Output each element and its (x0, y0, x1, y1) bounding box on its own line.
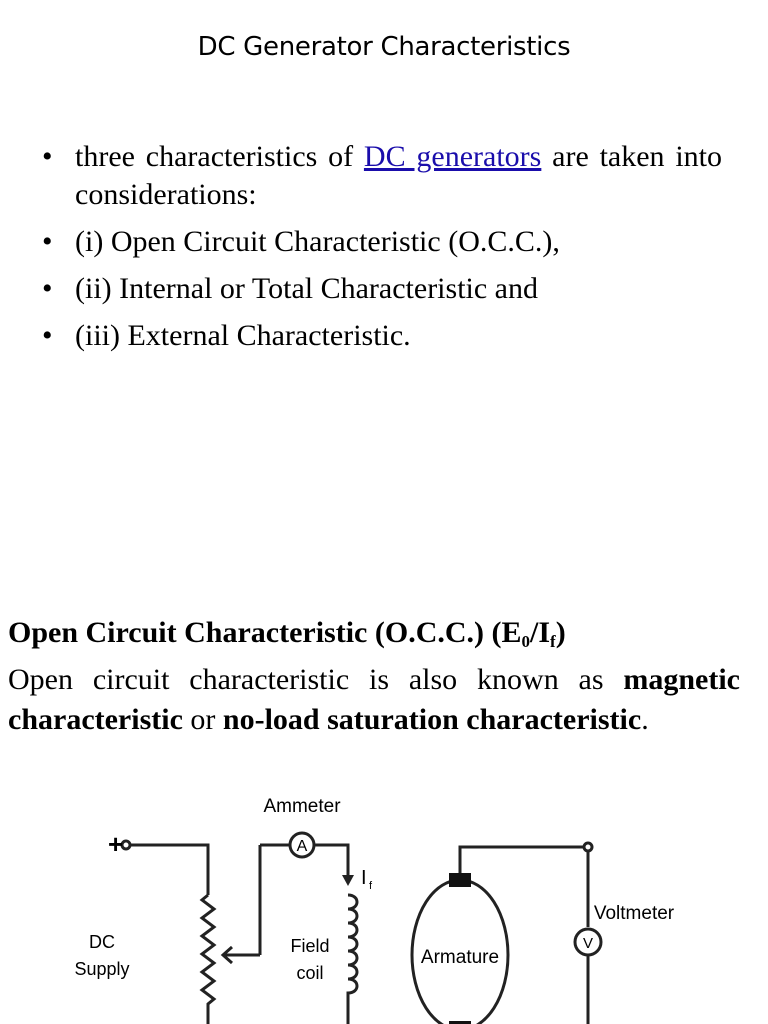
current-arrow-icon (342, 875, 354, 886)
dc-generators-link[interactable]: DC generators (363, 140, 542, 173)
circuit-diagram (60, 785, 700, 1024)
bullet-item (42, 138, 722, 214)
ammeter-wire (314, 845, 348, 877)
para-text: . (641, 703, 649, 736)
terminal-dot (584, 843, 592, 851)
bullet-item (42, 223, 722, 261)
bullet-text: (i) Open Circuit Characteristic (O.C.C.), (75, 225, 560, 258)
terminal-dot (122, 841, 130, 849)
occ-heading (8, 614, 748, 661)
field-coil-icon (348, 895, 357, 1024)
heading-text: ) (555, 616, 566, 649)
voltmeter-label: Voltmeter (593, 903, 675, 924)
heading-text: /I (530, 616, 551, 649)
bullet-dot: • (42, 319, 53, 352)
supply-label: DC (89, 932, 115, 952)
current-label: I (361, 867, 367, 889)
para-bold-term: no-load saturation characteristic (222, 703, 642, 736)
occ-paragraph (8, 660, 740, 762)
field-coil-label: Field (290, 936, 330, 956)
bullet-item (42, 317, 722, 355)
bullet-text: three characteristics of (75, 140, 354, 173)
plus-sign: + (108, 829, 124, 859)
heading-text: Open Circuit Characteristic (O.C.C.) (E (8, 616, 522, 649)
heading-subscript: 0 (521, 632, 531, 651)
ammeter-label: Ammeter (263, 796, 341, 817)
voltmeter-symbol: V (582, 935, 594, 952)
slide-title: DC Generator Characteristics (197, 32, 571, 62)
bullet-dot: • (42, 140, 53, 173)
rheostat-icon (202, 895, 214, 1024)
armature-label: Armature (420, 947, 500, 968)
bullet-text: (ii) Internal or Total Characteristic and (75, 272, 538, 305)
bullet-dot: • (42, 272, 53, 305)
para-bold-term: magnetic characteristic (8, 663, 740, 736)
bullet-item (42, 270, 722, 308)
ammeter-symbol: A (296, 838, 308, 855)
field-coil-label: coil (296, 963, 324, 983)
brush-icon (449, 873, 471, 887)
heading-subscript: f (550, 632, 556, 651)
current-subscript: f (369, 880, 373, 892)
para-text: or (182, 703, 223, 736)
bullet-dot: • (42, 225, 53, 258)
supply-label: Supply (74, 959, 130, 979)
bullet-text: (iii) External Characteristic. (75, 319, 411, 352)
bullet-text: are taken into considerations: (75, 140, 723, 211)
bullet-list (42, 138, 722, 364)
supply-wire (130, 845, 208, 895)
para-text: Open circuit characteristic is also known as (8, 663, 624, 696)
